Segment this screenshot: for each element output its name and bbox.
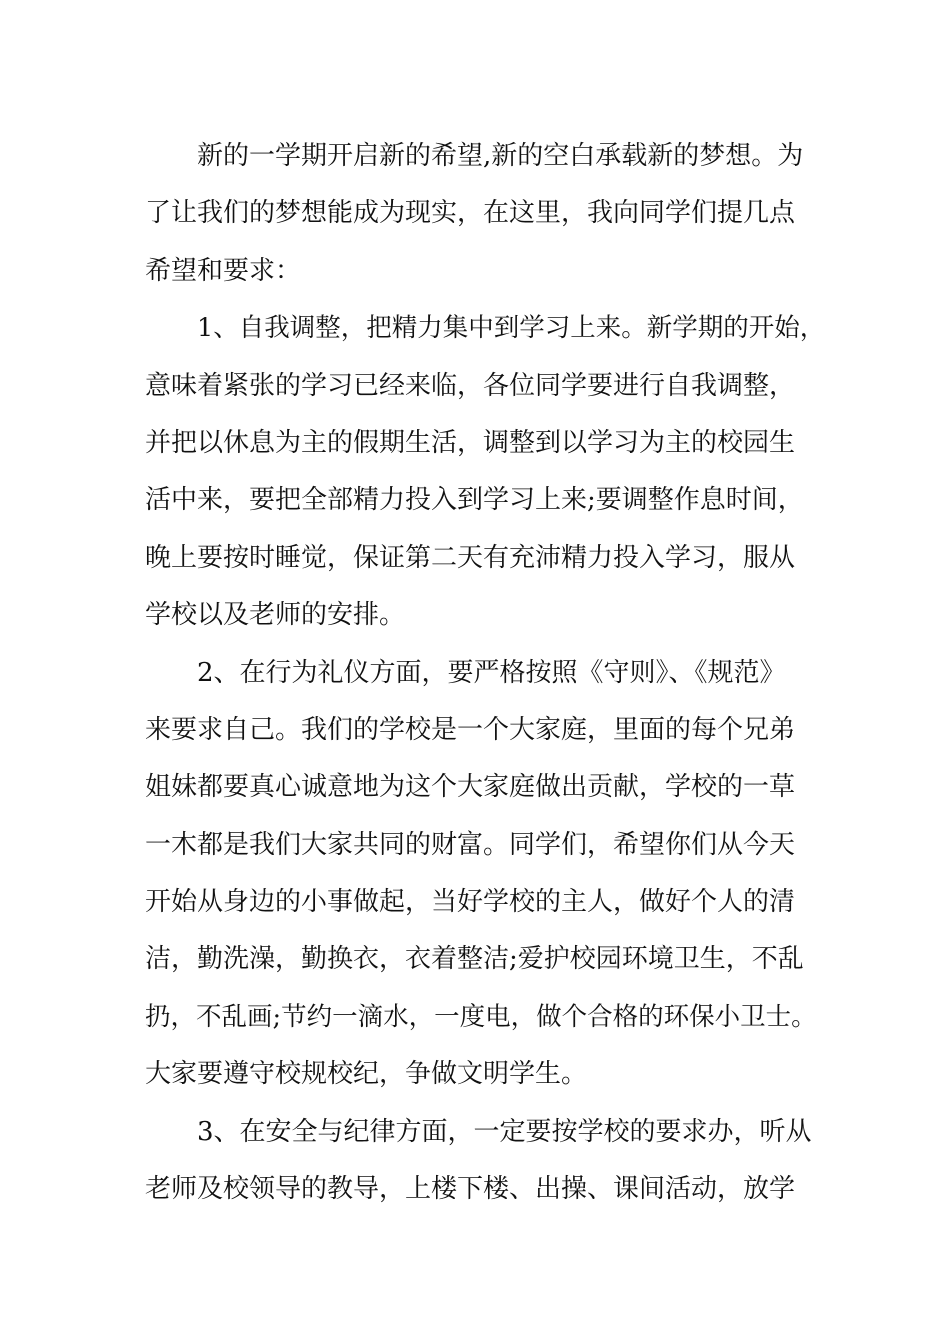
text-line: 学校以及老师的安排。 bbox=[145, 600, 406, 631]
text-line: 3、在安全与纪律方面，一定要按学校的要求办，听从 bbox=[197, 1116, 812, 1147]
text-line: 洁，勤洗澡，勤换衣，衣着整洁;爱护校园环境卫生，不乱 bbox=[145, 944, 804, 975]
text-line: 老师及校领导的教导，上楼下楼、出操、课间活动，放学 bbox=[145, 1174, 796, 1205]
text-line: 扔，不乱画;节约一滴水，一度电，做个合格的环保小卫士。 bbox=[145, 1001, 817, 1032]
text-line: 姐妹都要真心诚意地为这个大家庭做出贡献，学校的一草 bbox=[145, 772, 796, 803]
text-line: 希望和要求： bbox=[145, 255, 302, 286]
text-line: 大家要遵守校规校纪，争做文明学生。 bbox=[145, 1059, 588, 1090]
text-line: 了让我们的梦想能成为现实，在这里，我向同学们提几点 bbox=[145, 198, 796, 229]
text-line: 新的一学期开启新的希望,新的空白承载新的梦想。为 bbox=[197, 141, 804, 171]
text-line: 2、在行为礼仪方面，要严格按照《守则》、《规范》 bbox=[197, 657, 786, 688]
text-line: 意味着紧张的学习已经来临，各位同学要进行自我调整， bbox=[145, 370, 796, 401]
text-line: 一木都是我们大家共同的财富。同学们，希望你们从今天 bbox=[145, 829, 796, 860]
text-line: 来要求自己。我们的学校是一个大家庭，里面的每个兄弟 bbox=[145, 714, 796, 745]
text-line: 活中来，要把全部精力投入到学习上来;要调整作息时间， bbox=[145, 485, 804, 516]
text-line: 晚上要按时睡觉，保证第二天有充沛精力投入学习，服从 bbox=[145, 542, 796, 573]
text-line: 1、自我调整，把精力集中到学习上来。新学期的开始， bbox=[197, 313, 826, 344]
document-body bbox=[145, 128, 825, 1218]
text-line: 并把以休息为主的假期生活，调整到以学习为主的校园生 bbox=[145, 427, 796, 458]
text-line: 开始从身边的小事做起，当好学校的主人，做好个人的清 bbox=[145, 887, 796, 918]
